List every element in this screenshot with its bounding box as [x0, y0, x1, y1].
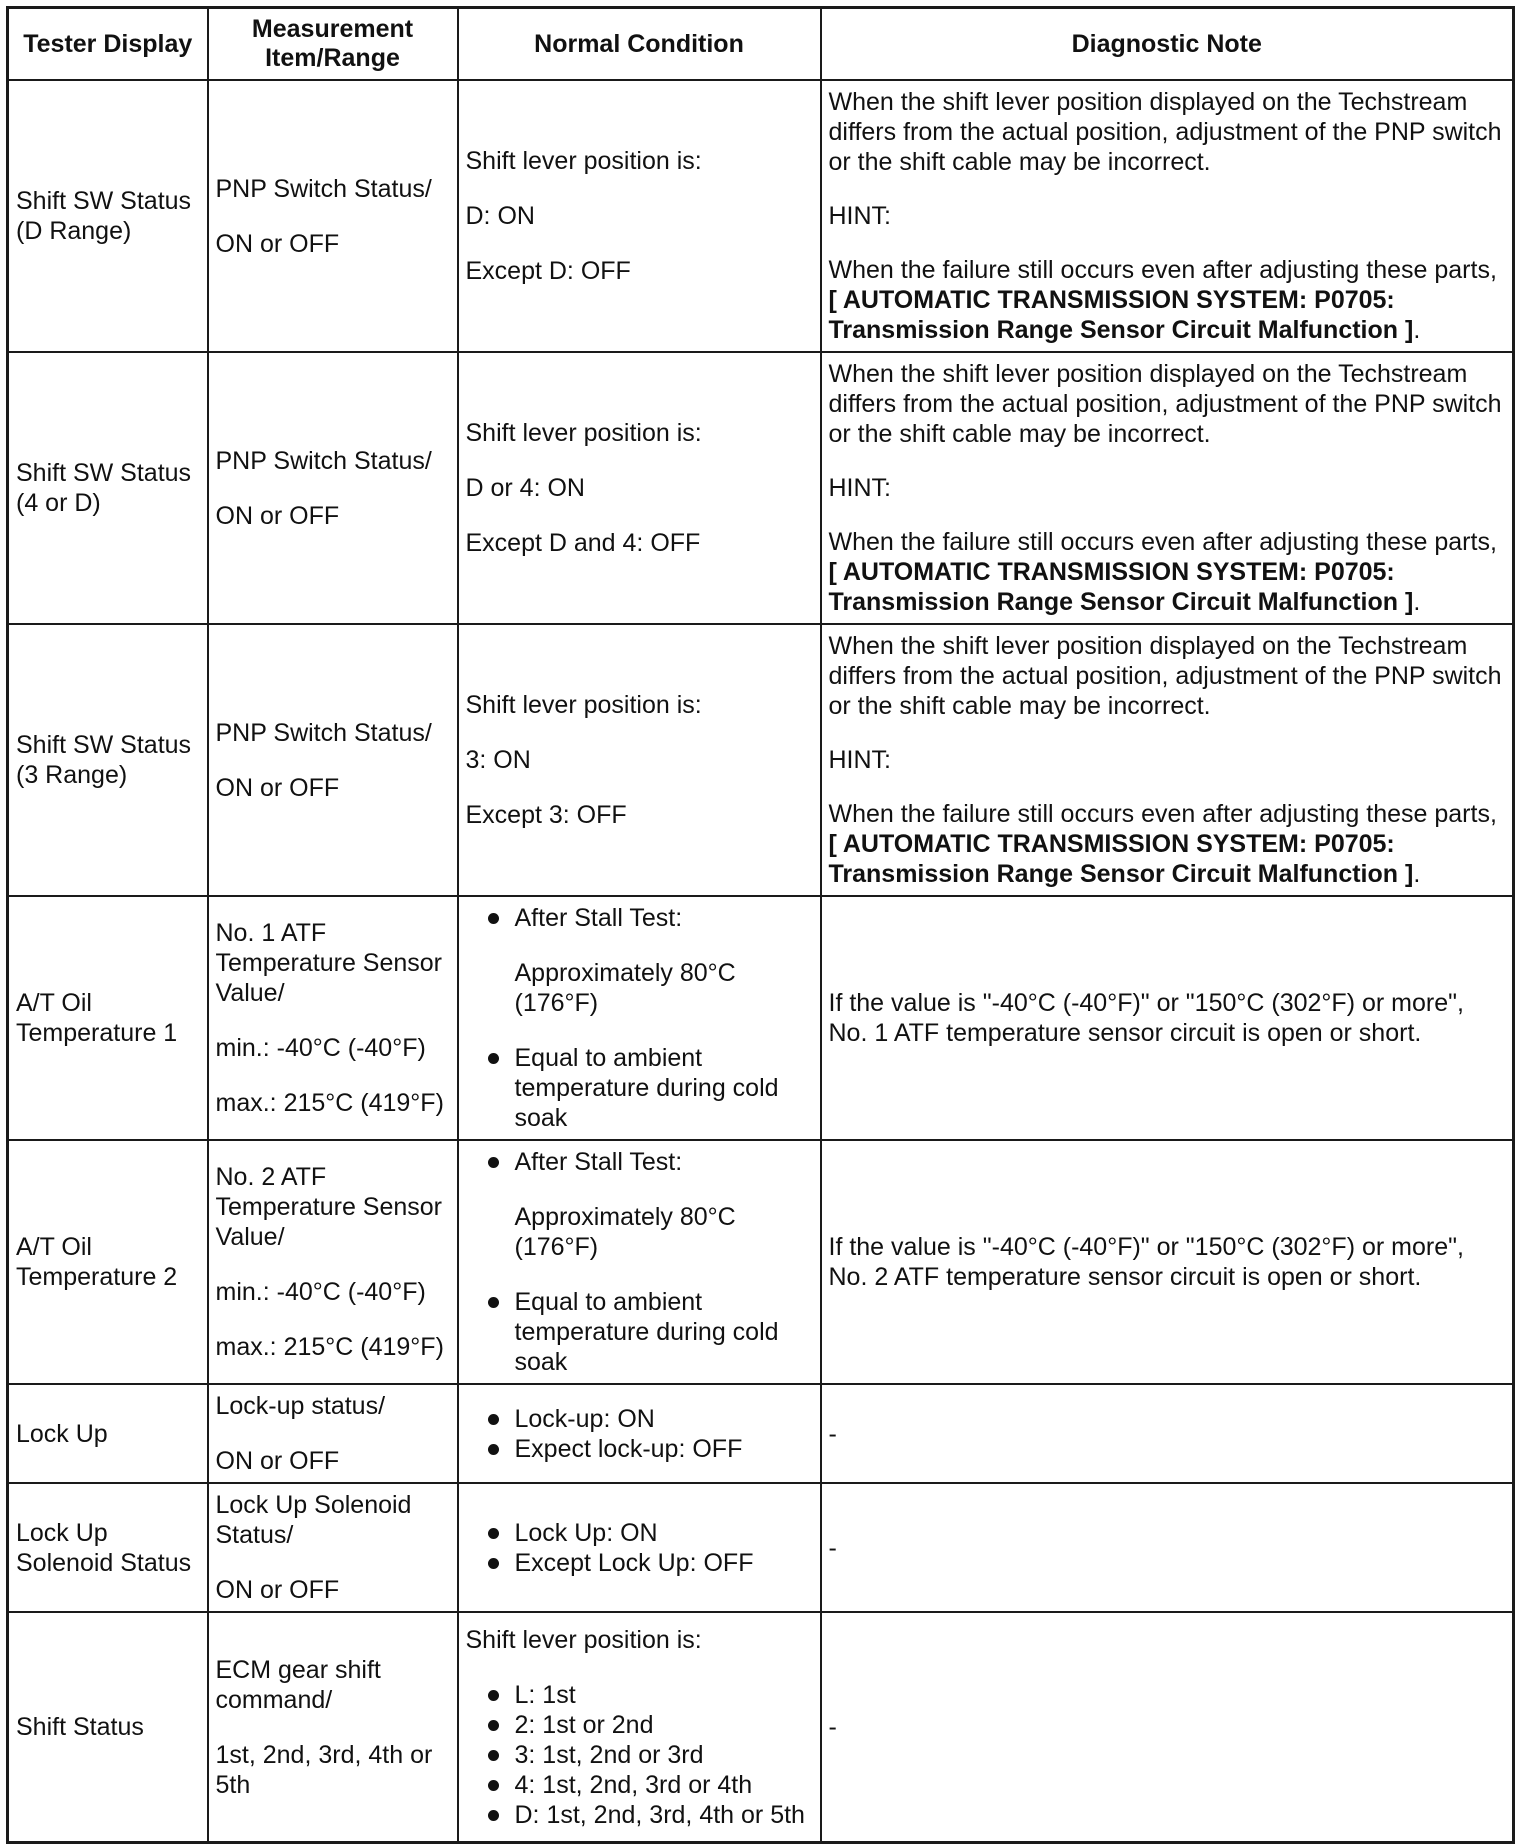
measurement-cell	[208, 1612, 458, 1843]
diagnostic-note-cell: -	[821, 1483, 1514, 1612]
condition-intro: Shift lever position is:	[465, 419, 702, 447]
note-text: When the failure still occurs even after adjusting these parts,	[828, 256, 1497, 284]
measurement-cell	[208, 80, 458, 352]
condition-bullet: 3: 1st, 2nd or 3rd	[466, 1740, 813, 1770]
condition-line: Except 3: OFF	[465, 801, 627, 829]
condition-intro: Shift lever position is:	[465, 691, 702, 719]
condition-bullet: Equal to ambient temperature during cold soak	[466, 1043, 813, 1133]
tester-display-cell: Shift Status	[8, 1612, 208, 1843]
condition-bullets	[466, 1518, 813, 1578]
condition-bullets	[466, 1404, 813, 1464]
note-hint: HINT:	[828, 474, 891, 502]
condition-bullets	[466, 903, 813, 933]
note-failure	[829, 255, 1506, 345]
measurement-line: ON or OFF	[215, 501, 340, 530]
diagnostic-note-cell: -	[821, 1612, 1514, 1843]
condition-line: Except D: OFF	[465, 257, 631, 285]
measurement-line: 1st, 2nd, 3rd, 4th or 5th	[215, 1740, 433, 1799]
measurement-cell	[208, 352, 458, 624]
condition-bullets	[466, 1043, 813, 1133]
condition-bullet: Expect lock-up: OFF	[466, 1434, 813, 1464]
measurement-line: PNP Switch Status/	[215, 718, 432, 747]
table-row	[8, 352, 1514, 624]
normal-condition-cell	[458, 352, 821, 624]
note-text: When the shift lever position displayed on the Techstream differs from the actual position, adjustment of the PNP switch or the shift cable may be incorrect.	[828, 88, 1502, 176]
measurement-line: ECM gear shift command/	[215, 1655, 381, 1714]
table-row	[8, 80, 1514, 352]
measurement-line: max.: 215°C (419°F)	[215, 1089, 444, 1117]
note-failure	[829, 799, 1506, 889]
header-measurement-line2: Item/Range	[265, 44, 400, 72]
measurement-line: max.: 215°C (419°F)	[215, 1333, 444, 1361]
condition-bullet: Lock Up: ON	[466, 1518, 813, 1548]
condition-bullet: After Stall Test:	[466, 1147, 813, 1177]
measurement-line: min.: -40°C (-40°F)	[215, 1034, 426, 1062]
diagnostic-note-cell: -	[821, 1384, 1514, 1483]
tester-display-cell: Shift SW Status (D Range)	[8, 80, 208, 352]
measurement-line: Lock-up status/	[215, 1392, 386, 1420]
condition-bullet: Lock-up: ON	[466, 1404, 813, 1434]
header-measurement-line1: Measurement	[251, 15, 414, 43]
tester-display-cell: Shift SW Status (3 Range)	[8, 624, 208, 896]
note-period: .	[1413, 860, 1421, 888]
condition-intro: Shift lever position is:	[465, 1625, 702, 1654]
note-hint: HINT:	[828, 202, 891, 230]
condition-bullet: Except Lock Up: OFF	[466, 1548, 813, 1578]
condition-intro: Shift lever position is:	[465, 147, 702, 175]
table-row	[8, 624, 1514, 896]
table-row	[8, 896, 1514, 1140]
condition-bullet: D: 1st, 2nd, 3rd, 4th or 5th	[466, 1800, 813, 1830]
normal-condition-cell	[458, 1384, 821, 1483]
condition-bullet: 4: 1st, 2nd, 3rd or 4th	[466, 1770, 813, 1800]
header-diagnostic-note: Diagnostic Note	[821, 8, 1514, 81]
measurement-cell	[208, 1140, 458, 1384]
reference-link[interactable]: [ AUTOMATIC TRANSMISSION SYSTEM: P0705: Transmission Range Sensor Circuit Malfunction ]	[828, 286, 1414, 344]
tester-display-cell: Shift SW Status (4 or D)	[8, 352, 208, 624]
header-normal-condition: Normal Condition	[458, 8, 821, 81]
tester-display-cell: Lock Up	[8, 1384, 208, 1483]
normal-condition-cell	[458, 80, 821, 352]
tester-display-cell: Lock Up Solenoid Status	[8, 1483, 208, 1612]
data-list-table	[6, 6, 1515, 1844]
header-row	[8, 8, 1514, 81]
condition-bullet: 2: 1st or 2nd	[466, 1710, 813, 1740]
diagnostic-note-cell	[821, 624, 1514, 896]
note-text: When the shift lever position displayed on the Techstream differs from the actual position, adjustment of the PNP switch or the shift cable may be incorrect.	[828, 360, 1502, 448]
normal-condition-cell	[458, 1140, 821, 1384]
note-period: .	[1413, 588, 1421, 616]
measurement-line: ON or OFF	[215, 1447, 340, 1475]
measurement-cell	[208, 896, 458, 1140]
measurement-cell	[208, 1384, 458, 1483]
note-failure	[829, 527, 1506, 617]
measurement-line: PNP Switch Status/	[215, 174, 432, 203]
normal-condition-cell	[458, 1612, 821, 1843]
condition-line: D: ON	[465, 202, 535, 230]
condition-bullet: L: 1st	[466, 1680, 813, 1710]
tester-display-cell: A/T Oil Temperature 2	[8, 1140, 208, 1384]
condition-line: 3: ON	[465, 746, 531, 774]
condition-bullets	[466, 1287, 813, 1377]
measurement-line: PNP Switch Status/	[215, 446, 432, 475]
note-text: When the shift lever position displayed on the Techstream differs from the actual position, adjustment of the PNP switch or the shift cable may be incorrect.	[828, 632, 1502, 720]
normal-condition-cell	[458, 624, 821, 896]
reference-link[interactable]: [ AUTOMATIC TRANSMISSION SYSTEM: P0705: Transmission Range Sensor Circuit Malfunction ]	[828, 830, 1414, 888]
table-row	[8, 1384, 1514, 1483]
condition-bullet: After Stall Test:	[466, 903, 813, 933]
header-tester-display: Tester Display	[8, 8, 208, 81]
condition-bullets	[466, 1147, 813, 1177]
condition-line: Except D and 4: OFF	[465, 529, 701, 557]
measurement-line: No. 2 ATF Temperature Sensor Value/	[215, 1163, 443, 1251]
table-row	[8, 1140, 1514, 1384]
note-hint: HINT:	[828, 746, 891, 774]
header-measurement	[208, 8, 458, 81]
tester-display-cell: A/T Oil Temperature 1	[8, 896, 208, 1140]
measurement-line: ON or OFF	[215, 773, 340, 802]
measurement-line: ON or OFF	[215, 1576, 340, 1604]
measurement-line: No. 1 ATF Temperature Sensor Value/	[215, 919, 443, 1007]
diagnostic-note-cell: If the value is "-40°C (-40°F)" or "150°C (302°F) or more", No. 2 ATF temperature sensor circuit is open or short.	[821, 1140, 1514, 1384]
diagnostic-note-cell	[821, 80, 1514, 352]
normal-condition-cell	[458, 896, 821, 1140]
table-row	[8, 1483, 1514, 1612]
diagnostic-note-cell	[821, 352, 1514, 624]
measurement-line: min.: -40°C (-40°F)	[215, 1278, 426, 1306]
condition-bullets	[466, 1680, 813, 1830]
measurement-cell	[208, 1483, 458, 1612]
measurement-line: ON or OFF	[215, 229, 340, 258]
note-text: When the failure still occurs even after adjusting these parts,	[828, 800, 1497, 828]
data-list-sheet	[6, 6, 1515, 1844]
note-text: When the failure still occurs even after adjusting these parts,	[828, 528, 1497, 556]
condition-sub: Approximately 80°C (176°F)	[514, 959, 736, 1017]
diagnostic-note-cell: If the value is "-40°C (-40°F)" or "150°C (302°F) or more", No. 1 ATF temperature sensor circuit is open or short.	[821, 896, 1514, 1140]
normal-condition-cell	[458, 1483, 821, 1612]
measurement-cell	[208, 624, 458, 896]
note-period: .	[1413, 316, 1421, 344]
measurement-line: Lock Up Solenoid Status/	[215, 1491, 412, 1549]
table-row	[8, 1612, 1514, 1843]
reference-link[interactable]: [ AUTOMATIC TRANSMISSION SYSTEM: P0705: Transmission Range Sensor Circuit Malfunction ]	[828, 558, 1414, 616]
condition-line: D or 4: ON	[465, 474, 585, 502]
condition-bullet: Equal to ambient temperature during cold soak	[466, 1287, 813, 1377]
condition-sub: Approximately 80°C (176°F)	[514, 1203, 736, 1261]
